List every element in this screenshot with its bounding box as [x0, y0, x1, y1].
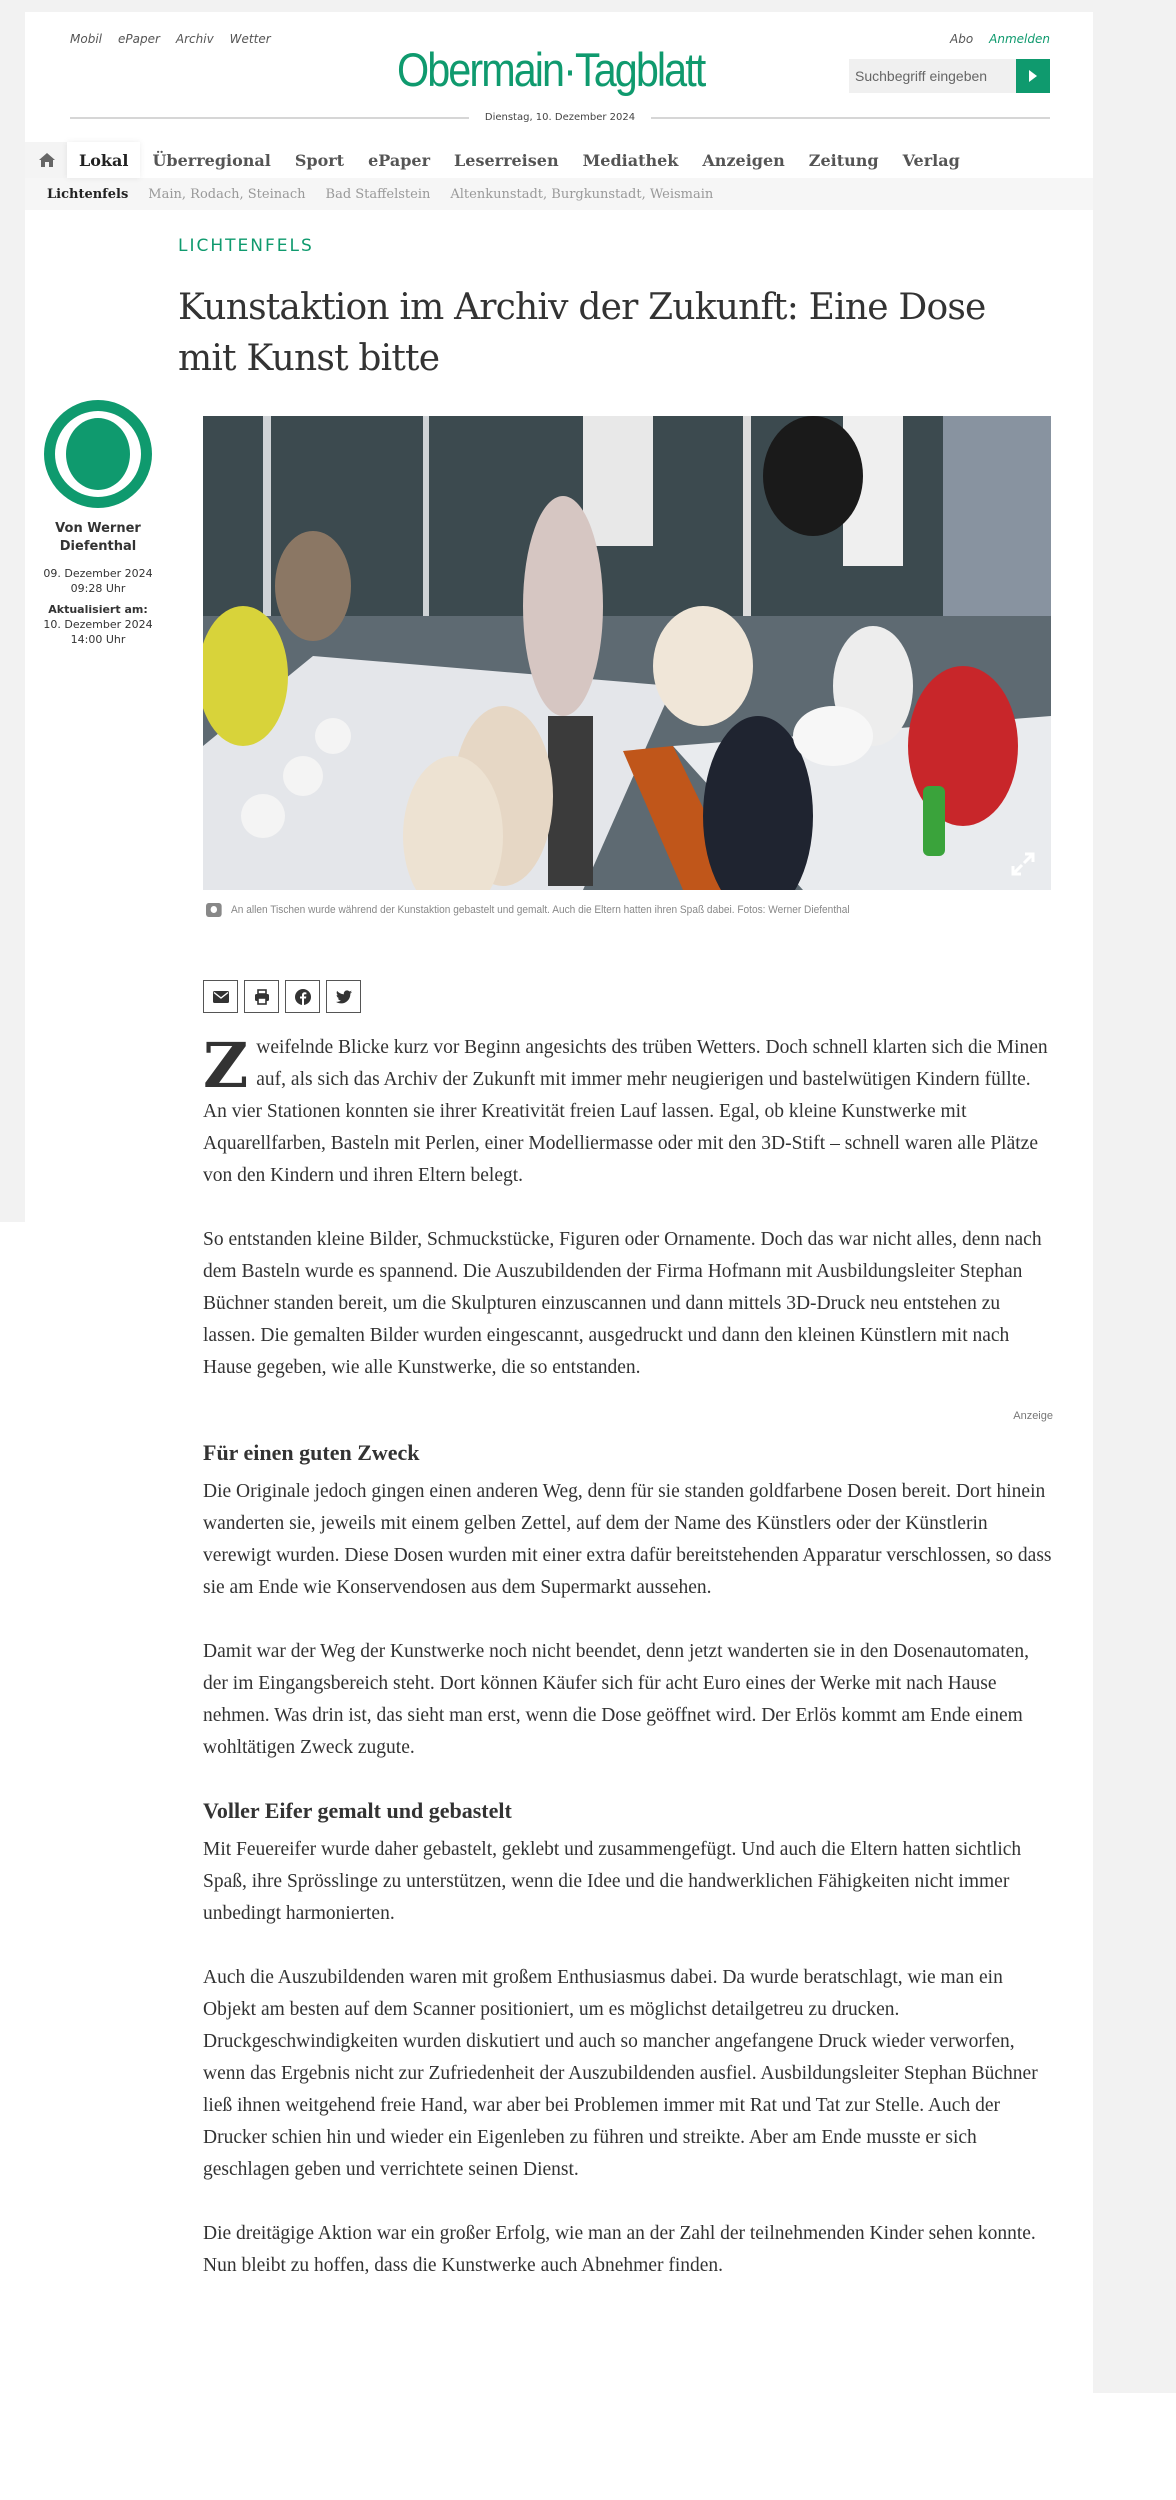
updated-label: Aktualisiert am: [48, 603, 148, 616]
nav-item-mediathek[interactable]: Mediathek [582, 150, 679, 170]
login-link[interactable]: Anmelden [989, 32, 1050, 46]
nav-item-anzeigen[interactable]: Anzeigen [702, 150, 785, 170]
share-bar [203, 980, 361, 1013]
updated-date: 10. Dezember 2024 [43, 618, 153, 631]
mail-icon [213, 991, 229, 1003]
nav-home[interactable] [25, 142, 67, 178]
share-twitter-button[interactable] [326, 980, 361, 1013]
published-time-text: 09:28 Uhr [70, 582, 126, 595]
published-date-text: 09. Dezember 2024 [43, 567, 153, 580]
site-header [25, 12, 1093, 132]
camera-icon [206, 903, 222, 917]
article-body [203, 1029, 1053, 2314]
top-link-archiv[interactable]: Archiv [175, 32, 214, 46]
nav-item-leserreisen[interactable]: Leserreisen [454, 150, 559, 170]
nav-item-ueberregional[interactable]: Überregional [152, 150, 271, 170]
photo-illustration [203, 416, 1051, 890]
paragraph-7: Die dreitägige Aktion war ein großer Erfolg, wie man an der Zahl der teilnehmenden Kinder sehen konnte. Nun bleibt zu hoffen, dass die Kunstwerke auch Abnehmer finden. [203, 2223, 1036, 2276]
subnav-item-bad-staffelstein[interactable]: Bad Staffelstein [325, 186, 431, 202]
paragraph-4: Damit war der Weg der Kunstwerke noch nicht beendet, denn jetzt wanderten sie in den Dosenautomaten, der im Eingangsbereich steht. Dort können Käufer sich für acht Euro eines der Werke mit nach Hause nehmen. Was drin ist, das sieht man erst, wenn die Dose geöffnet wird. Der Erlös kommt am Ende einem wohltätigen Zweck zugute. [203, 1641, 1029, 1758]
share-facebook-button[interactable] [285, 980, 320, 1013]
current-date: Dienstag, 10. Dezember 2024 [484, 112, 636, 123]
share-print-button[interactable] [244, 980, 279, 1013]
nav-item-lokal[interactable]: Lokal [67, 142, 140, 178]
share-mail-button[interactable] [203, 980, 238, 1013]
nav-item-epaper[interactable]: ePaper [368, 150, 431, 170]
top-link-epaper[interactable]: ePaper [117, 32, 160, 46]
search-submit-button[interactable] [1016, 59, 1050, 93]
expand-icon[interactable] [1009, 850, 1037, 878]
top-link-mobil[interactable]: Mobil [70, 32, 102, 46]
caption-text: An allen Tischen wurde während der Kunstaktion gebastelt und gemalt. Auch die Eltern hatten ihren Spaß dabei. Fotos: Werner Diefenthal [231, 904, 850, 916]
article-photo[interactable] [203, 416, 1051, 890]
paragraph-2: So entstanden kleine Bilder, Schmuckstücke, Figuren oder Ornamente. Doch das war nicht alles, denn nach dem Basteln wurde es spannend. Die Auszubildenden der Firma Hofmann mit Ausbildungsleiter Stephan Büchner standen bereit, um die Skulpturen einzuscannen und dann mittels 3D-Druck neu entstehen zu lassen. Die gemalten Bilder wurden eingescannt, ausgedruckt und dann den kleinen Künstlern mit nach Hause gegeben, wie alle Kunstwerke, die so entstanden. [203, 1229, 1042, 1378]
home-icon [39, 153, 55, 167]
facebook-icon [295, 989, 311, 1005]
top-links [70, 32, 271, 46]
subheading-voller-eifer: Voller Eifer gemalt und gebastelt [203, 1798, 512, 1823]
main-nav [25, 142, 1093, 178]
ad-label: Anzeige [1013, 1410, 1053, 1422]
article-title: Kunstaktion im Archiv der Zukunft: Eine Dose mit Kunst bitte [178, 287, 986, 379]
subheading-guter-zweck: Für einen guten Zweck [203, 1440, 420, 1465]
subnav-item-altenkunstadt[interactable]: Altenkunstadt, Burgkunstadt, Weismain [450, 186, 714, 202]
dropcap: Z [203, 1029, 249, 1102]
paragraph-1 [203, 1029, 1053, 1192]
updated-time: 14:00 Uhr [70, 633, 126, 646]
author-box [25, 400, 171, 647]
sub-nav [25, 178, 1093, 210]
page-background-right [1093, 0, 1176, 2393]
divider [651, 117, 1050, 119]
author-avatar [44, 400, 152, 508]
author-name: Von Werner Diefenthal [55, 521, 141, 554]
play-arrow-icon [1029, 70, 1037, 82]
paragraph-5: Mit Feuereifer wurde daher gebastelt, geklebt und zusammengefügt. Und auch die Eltern hatten sichtlich Spaß, ihre Sprösslinge zu unterstützen, wenn die Idee und die handwerklichen Fähigkeiten nicht immer unbedingt harmonierten. [203, 1839, 1022, 1924]
article-kicker: LICHTENFELS [178, 236, 314, 256]
paragraph-1-text: weifelnde Blicke kurz vor Beginn angesichts des trüben Wetters. Doch schnell klarten sich die Minen auf, als sich das Archiv der Zukunft mit immer mehr neugierigen und bastelwütigen Kindern füllte. An vier Stationen konnten sie ihrer Kreativität freien Lauf lassen. Egal, ob kleine Kunstwerke mit Aquarellfarben, Basteln mit Perlen, einer Modelliermasse oder mit den 3D-Stift – schnell waren alle Plätze von den Kindern und ihren Eltern belegt. [203, 1037, 1048, 1186]
page-container [25, 12, 1093, 210]
site-logo[interactable]: Obermain·Tagblatt [397, 43, 705, 96]
nav-item-verlag[interactable]: Verlag [902, 150, 960, 170]
nav-item-zeitung[interactable]: Zeitung [808, 150, 879, 170]
subnav-item-main-rodach-steinach[interactable]: Main, Rodach, Steinach [148, 186, 306, 202]
dateline [70, 112, 1050, 123]
print-icon [254, 989, 270, 1005]
image-caption [206, 903, 903, 917]
abo-link[interactable]: Abo [950, 32, 974, 46]
subnav-item-lichtenfels[interactable]: Lichtenfels [47, 186, 129, 202]
paragraph-6: Auch die Auszubildenden waren mit großem Enthusiasmus dabei. Da wurde beratschlagt, wie man ein Objekt am besten auf dem Scanner positioniert, um es möglichst detailgetreu zu drucken. Druckgeschwindigkeiten wurden diskutiert und auch so mancher angefangene Druck wieder verworfen, wenn das Ergebnis nicht zur Zufriedenheit der Auszubildenden ausfiel. Ausbildungsleiter Stephan Büchner ließ ihnen weitgehend freie Hand, war aber bei Problemen immer mit Rat und Tat zur Stelle. Auch der Drucker schien hin und wieder ein Eigenleben zu führen und streikte. Aber am Ende musste er sich geschlagen geben und verrichtete seinen Dienst. [203, 1967, 1038, 2180]
page-background-left [0, 0, 25, 1222]
page-background-top [0, 0, 1176, 12]
divider [70, 117, 469, 119]
search-input[interactable] [849, 59, 1016, 93]
paragraph-3: Die Originale jedoch gingen einen anderen Weg, denn für sie standen goldfarbene Dosen bereit. Dort hinein wanderten sie, jeweils mit einem gelben Zettel, auf dem der Name des Künstlers oder der Künstlerin verewigt wurden. Diese Dosen wurden mit einer extra dafür bereitstehenden Apparatur verschlossen, so dass sie am Ende wie Konservendosen aus dem Supermarkt aussehen. [203, 1481, 1052, 1598]
user-links [950, 32, 1050, 46]
published-date [25, 566, 171, 596]
top-link-wetter[interactable]: Wetter [229, 32, 271, 46]
search-form [849, 59, 1050, 93]
twitter-icon [336, 990, 352, 1004]
nav-item-sport[interactable]: Sport [294, 150, 345, 170]
